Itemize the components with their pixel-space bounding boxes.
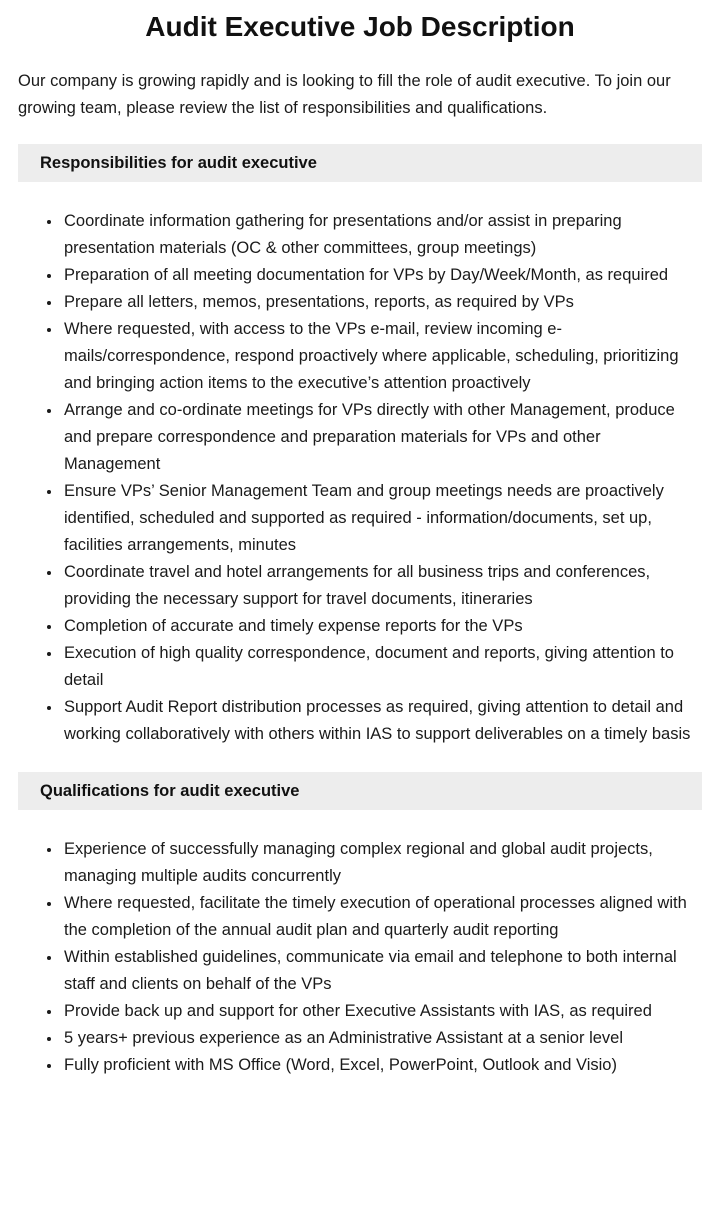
qualifications-section-header [18,772,702,810]
list-item: • Coordinate information gathering for presentations and/or assist in preparing presentation materials (OC & other committees, group meetings) [62,208,698,262]
page-title: Audit Executive Job Description [145,11,575,42]
list-item: • Where requested, with access to the VPs e-mail, review incoming e-mails/correspondence, respond proactively where applicable, scheduling, prioritizing and bringing action items to the executive’s attention proactively [62,316,698,397]
list-item: • Support Audit Report distribution processes as required, giving attention to detail and working collaboratively with others within IAS to support deliverables on a timely basis [62,694,698,748]
responsibilities-section-header [18,144,702,182]
list-item: • Execution of high quality correspondence, document and reports, giving attention to detail [62,640,698,694]
list-item: • 5 years+ previous experience as an Administrative Assistant at a senior level [62,1025,698,1052]
list-item: • Within established guidelines, communicate via email and telephone to both internal staff and clients on behalf of the VPs [62,944,698,998]
intro-paragraph: Our company is growing rapidly and is looking to fill the role of audit executive. To join our growing team, please review the list of responsibilities and qualifications. [18,72,671,117]
qualifications-list [18,836,702,1079]
qualifications-heading-label: Qualifications for audit executive [40,782,300,800]
responsibilities-list [18,208,702,748]
list-item: • Experience of successfully managing complex regional and global audit projects, managing multiple audits concurrently [62,836,698,890]
list-item: • Coordinate travel and hotel arrangements for all business trips and conferences, providing the necessary support for travel documents, itineraries [62,559,698,613]
list-item: • Where requested, facilitate the timely execution of operational processes aligned with the completion of the annual audit plan and quarterly audit reporting [62,890,698,944]
list-item: • Ensure VPs’ Senior Management Team and group meetings needs are proactively identified, scheduled and supported as required - information/documents, set up, facilities arrangements, minutes [62,478,698,559]
list-item: • Prepare all letters, memos, presentations, reports, as required by VPs [62,289,698,316]
list-item: • Preparation of all meeting documentation for VPs by Day/Week/Month, as required [62,262,698,289]
list-item: • Arrange and co-ordinate meetings for VPs directly with other Management, produce and prepare correspondence and preparation materials for VPs and other Management [62,397,698,478]
list-item: • Fully proficient with MS Office (Word, Excel, PowerPoint, Outlook and Visio) [62,1052,698,1079]
responsibilities-heading-label: Responsibilities for audit executive [40,154,317,172]
list-item: • Completion of accurate and timely expense reports for the VPs [62,613,698,640]
list-item: • Provide back up and support for other Executive Assistants with IAS, as required [62,998,698,1025]
